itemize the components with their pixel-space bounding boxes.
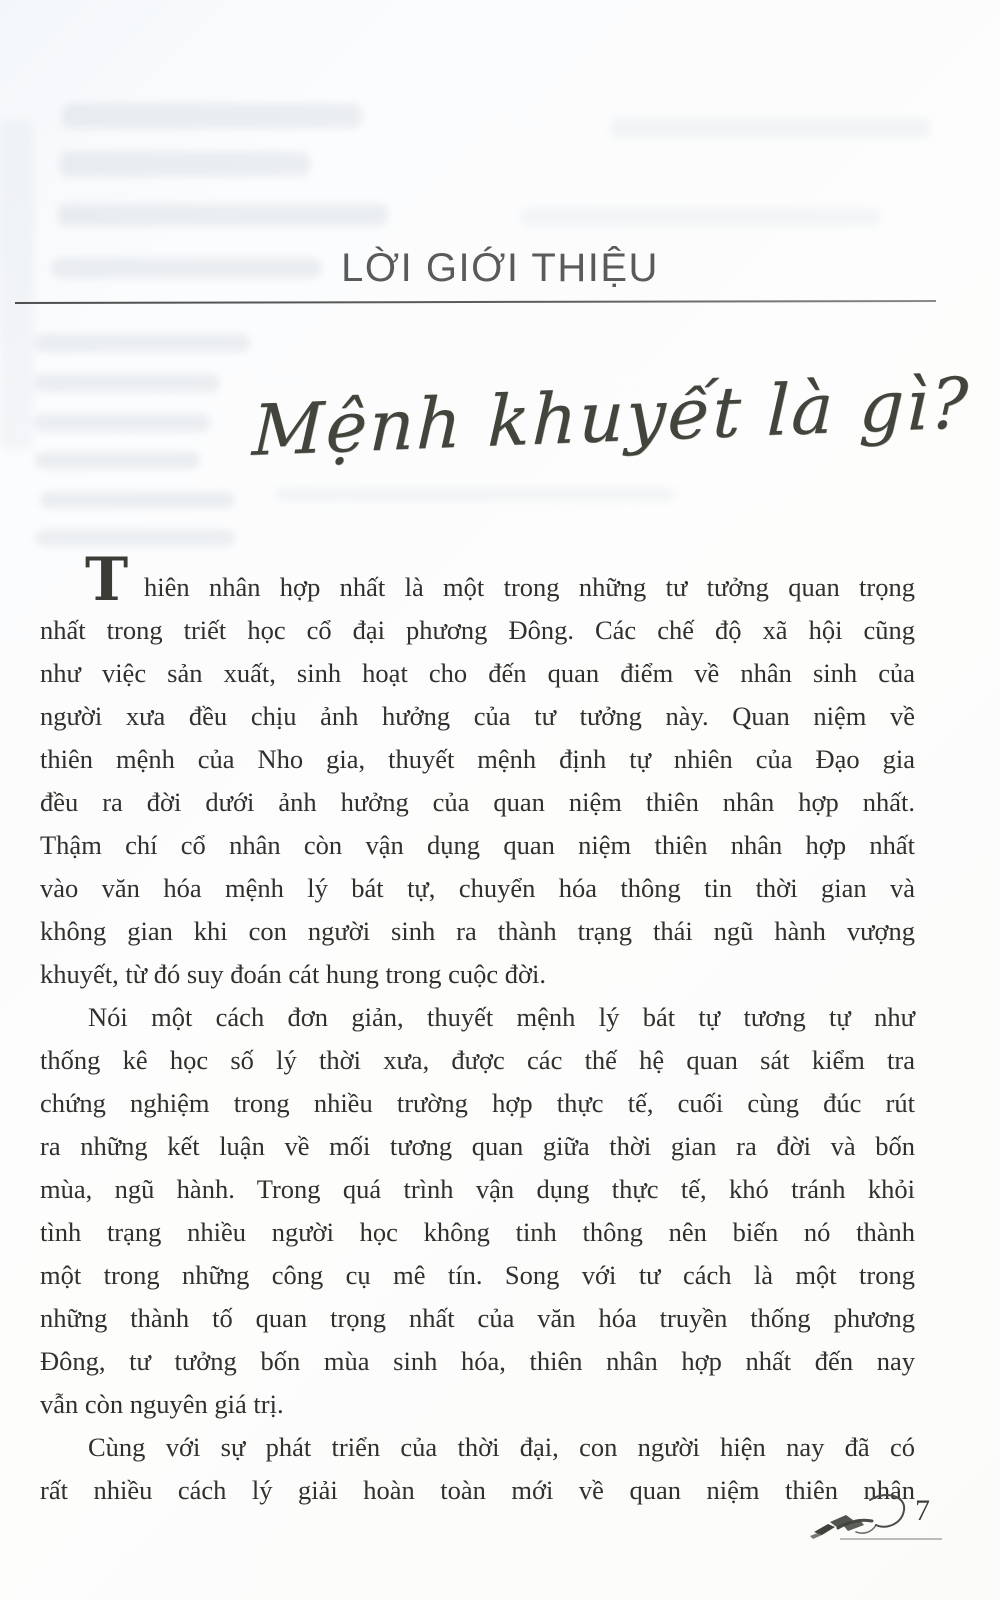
bleedthrough-artifact [58,204,388,226]
body-line: không gian khi con người sinh ra thành trạng thái ngũ hành vượng [40,916,915,946]
bleedthrough-artifact [35,414,210,432]
bleedthrough-artifact [35,374,220,392]
bleedthrough-artifact [62,104,362,128]
bleedthrough-artifact [40,492,235,508]
calligraphy-heading: Mệnh khuyết là gì? [250,362,972,472]
title-rule [15,300,936,304]
bleedthrough-artifact [35,452,200,469]
footer-rule [840,1538,942,1540]
body-line: Đông, tư tưởng bốn mùa sinh hóa, thiên nhân hợp nhất đến nay [40,1346,915,1376]
dropcap-initial: T [85,543,129,615]
body-line: nhất trong triết học cổ đại phương Đông. Các chế độ xã hội cũng [40,615,915,645]
body-line: vào văn hóa mệnh lý bát tự, chuyển hóa thông tin thời gian và [40,873,915,903]
body-line: một trong những công cụ mê tín. Song với tư cách là một trong [40,1260,915,1290]
body-line: Cùng với sự phát triển của thời đại, con người hiện nay đã có [88,1432,915,1462]
body-line: ra những kết luận về mối tương quan giữa thời gian ra đời và bốn [40,1131,915,1161]
bleedthrough-artifact [60,152,310,176]
bleedthrough-artifact [35,334,250,352]
page-footer [808,1486,948,1548]
body-line: Thậm chí cổ nhân còn vận dụng quan niệm thiên nhân hợp nhất [40,830,915,860]
body-line: tình trạng nhiều người học không tinh thông nên biến nó thành [40,1217,915,1247]
body-line: khuyết, từ đó suy đoán cát hung trong cuộc đời. [40,959,547,989]
body-line: đều ra đời dưới ảnh hưởng của quan niệm thiên nhân hợp nhất. [40,787,915,817]
body-line: Nói một cách đơn giản, thuyết mệnh lý bát tự tương tự như [88,1002,915,1032]
body-text [40,543,915,1512]
body-line: rất nhiều cách lý giải hoàn toàn mới về quan niệm thiên nhân [40,1475,915,1505]
body-line: những thành tố quan trọng nhất của văn hóa truyền thống phương [40,1303,915,1333]
bleedthrough-artifact [35,530,235,546]
body-line: chứng nghiệm trong nhiều trường hợp thực tế, cuối cùng đúc rút [40,1088,915,1118]
body-line: như việc sản xuất, sinh hoạt cho đến quan điểm về nhân sinh của [40,658,915,688]
page-number: 7 [915,1494,930,1527]
body-line: vẫn còn nguyên giá trị. [40,1389,284,1419]
body-line: mùa, ngũ hành. Trong quá trình vận dụng thực tế, khó tránh khỏi [40,1174,915,1204]
body-line: thống kê học số lý thời xưa, được các thế hệ quan sát kiểm tra [40,1045,915,1075]
bleedthrough-artifact [275,488,675,501]
body-line [40,543,915,615]
bleedthrough-artifact [610,118,930,138]
body-line: người xưa đều chịu ảnh hưởng của tư tưởng này. Quan niệm về [40,701,915,731]
brush-flourish-icon [808,1490,918,1542]
chapter-title: LỜI GIỚI THIỆU [341,246,659,290]
body-line-text: hiên nhân hợp nhất là một trong những tư tưởng quan trọng [144,572,915,602]
bleedthrough-artifact [520,208,880,226]
body-line: thiên mệnh của Nho gia, thuyết mệnh định tự nhiên của Đạo gia [40,744,915,774]
